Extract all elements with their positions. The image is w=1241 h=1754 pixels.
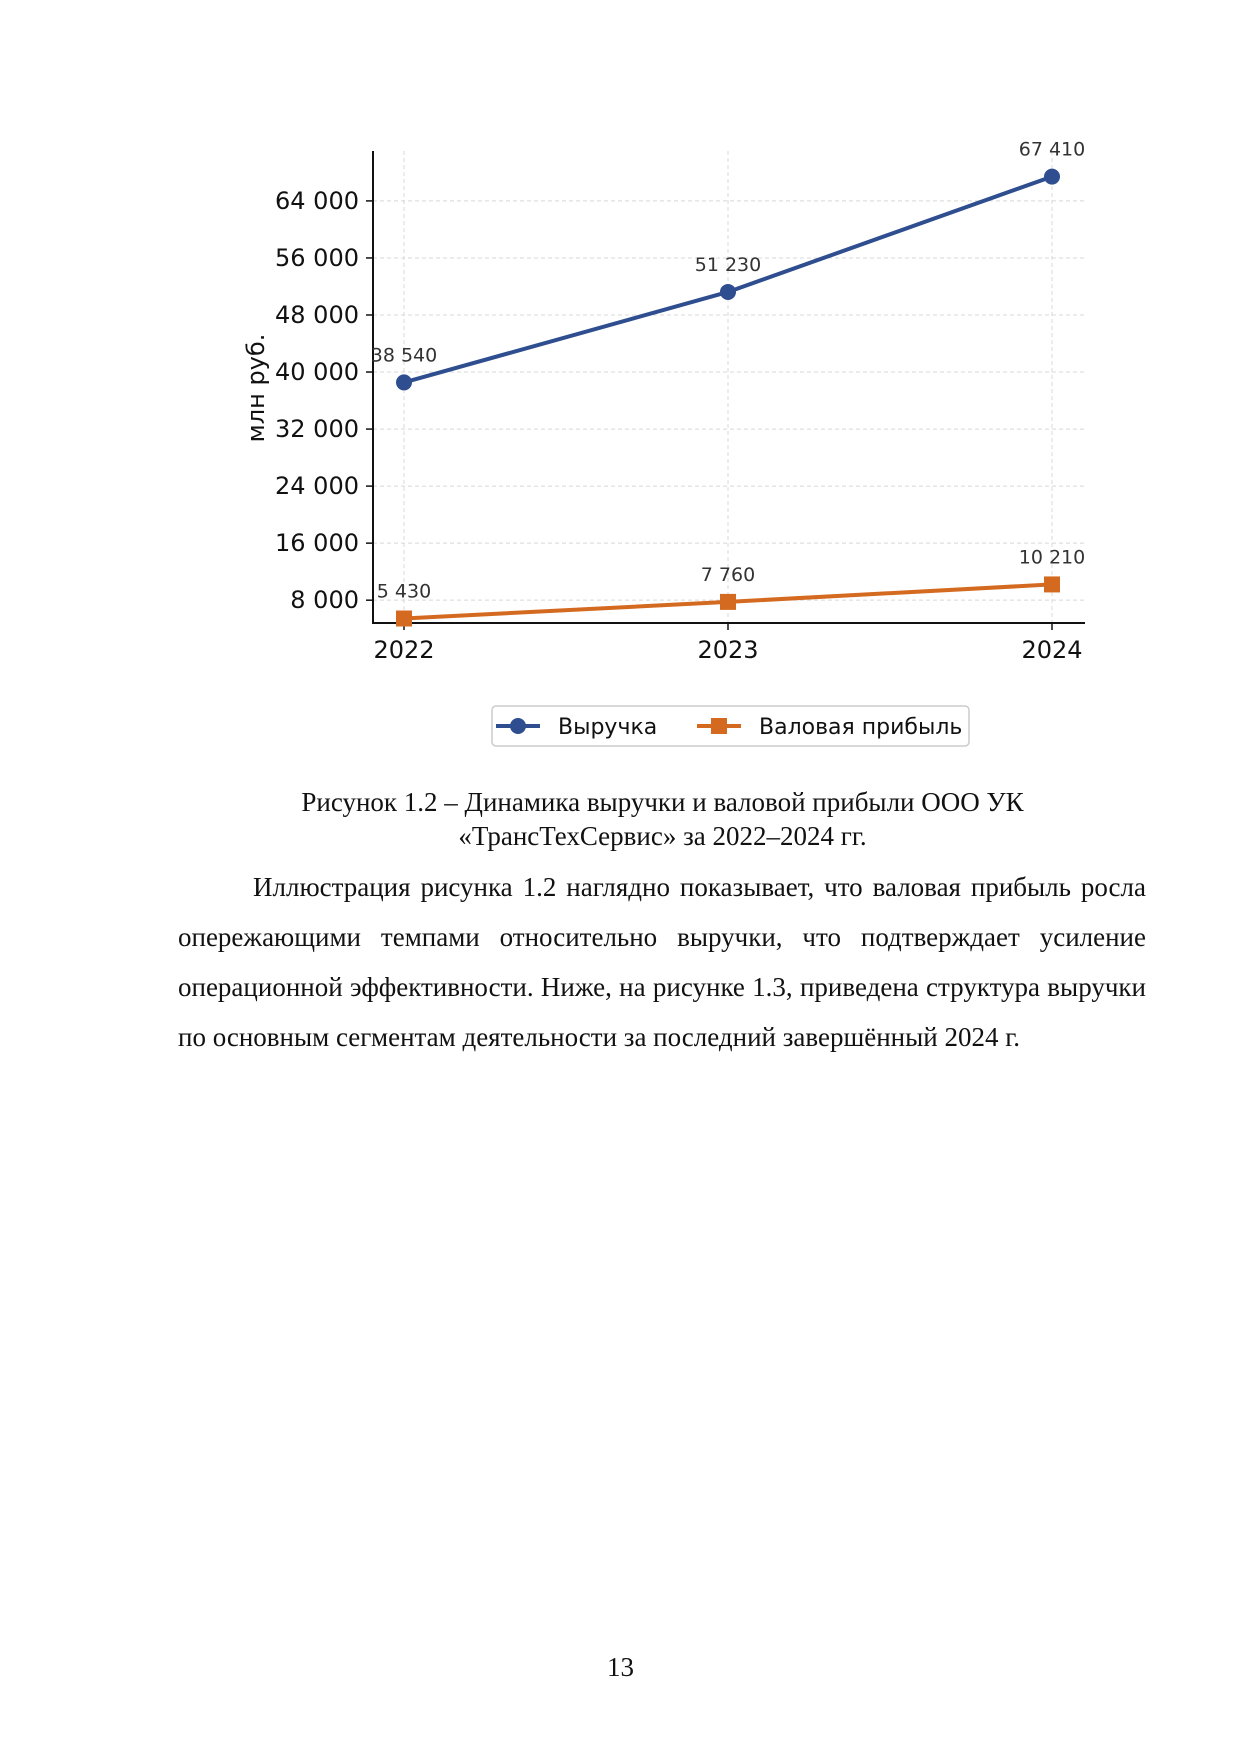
body-paragraph: Иллюстрация рисунка 1.2 наглядно показывает, что валовая прибыль росла опережающими темпами относительно выручки, что подтверждает усиление операционной эффективности. Ниже, на рисунке 1.3, приведена структура выручки по основным сегментам деятельности за последний завершённый 2024 г. <box>178 872 1146 1052</box>
data-label: 10 210 <box>1018 546 1086 569</box>
y-tick-label: 24 000 <box>275 472 359 501</box>
line-chart <box>0 0 1241 760</box>
data-point-marker <box>396 374 412 390</box>
data-point-marker <box>396 611 412 627</box>
y-tick-label: 64 000 <box>275 186 359 215</box>
figure-caption-line-1: Рисунок 1.2 – Динамика выручки и валовой прибыли ООО УК <box>301 787 1024 817</box>
data-label: 51 230 <box>694 253 762 276</box>
figure-caption <box>180 785 1145 853</box>
x-tick-label: 2024 <box>1021 636 1083 664</box>
data-point-marker <box>720 284 736 300</box>
legend-marker <box>510 718 526 734</box>
y-tick-label: 8 000 <box>290 586 359 615</box>
legend-marker <box>711 718 727 734</box>
y-tick-label: 48 000 <box>275 300 359 329</box>
figure-caption-line-2: «ТрансТехСервис» за 2022–2024 гг. <box>458 821 867 851</box>
legend-label: Валовая прибыль <box>759 715 963 740</box>
data-point-marker <box>1044 169 1060 185</box>
data-label: 7 760 <box>700 563 756 586</box>
y-tick-label: 56 000 <box>275 243 359 272</box>
x-axis-ticks <box>373 623 1082 664</box>
x-tick-label: 2023 <box>697 636 759 664</box>
legend-label: Выручка <box>558 715 658 740</box>
y-tick-label: 16 000 <box>275 529 359 558</box>
chart-grid <box>370 151 1085 623</box>
y-tick-label: 40 000 <box>275 358 359 387</box>
y-axis-ticks <box>275 187 373 614</box>
y-tick-label: 32 000 <box>275 415 359 444</box>
x-tick-label: 2022 <box>373 636 435 664</box>
chart-legend <box>492 706 969 746</box>
data-point-marker <box>720 594 736 610</box>
page-number: 13 <box>607 1652 634 1682</box>
y-axis-label: млн руб. <box>242 333 270 443</box>
data-label: 5 430 <box>376 580 432 603</box>
data-label: 67 410 <box>1018 138 1086 161</box>
data-label: 38 540 <box>370 344 438 367</box>
data-point-marker <box>1044 576 1060 592</box>
